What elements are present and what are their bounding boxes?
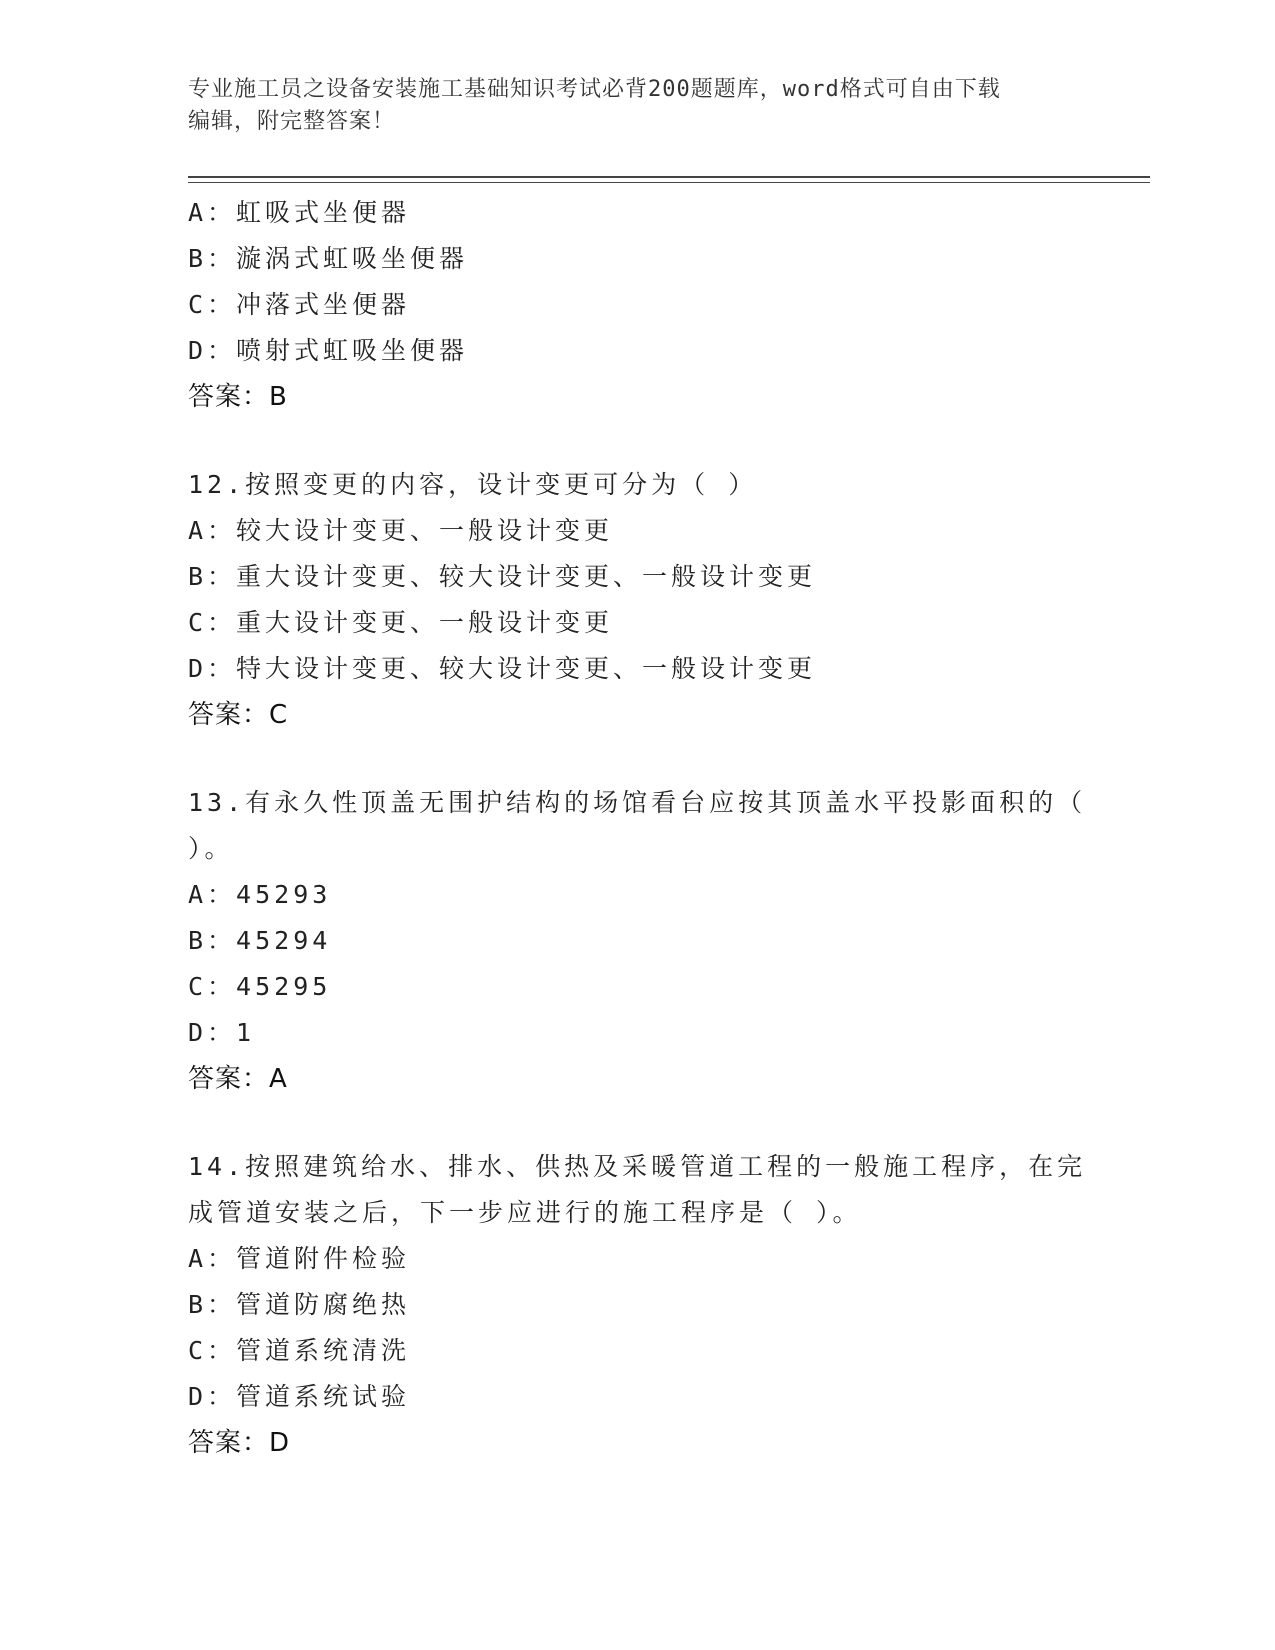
option-c: C：管道系统清洗 <box>188 1336 411 1365</box>
question-block-12 <box>188 462 1088 738</box>
question-stem: 13.有永久性顶盖无围护结构的场馆看台应按其顶盖水平投影面积的（ ）。 <box>188 788 1087 863</box>
question-list <box>188 190 1088 1508</box>
option-b: B：管道防腐绝热 <box>188 1290 411 1319</box>
header-divider-thick <box>188 176 1150 178</box>
option-a: A：虹吸式坐便器 <box>188 198 411 227</box>
option-d: D：特大设计变更、较大设计变更、一般设计变更 <box>188 654 817 683</box>
option-c: C：重大设计变更、一般设计变更 <box>188 608 614 637</box>
option-a: A：较大设计变更、一般设计变更 <box>188 516 614 545</box>
option-a: A：管道附件检验 <box>188 1244 411 1273</box>
question-block-14 <box>188 1144 1088 1466</box>
option-c: C：45295 <box>188 972 332 1001</box>
option-a: A：45293 <box>188 880 332 909</box>
header-divider-thin <box>188 182 1150 183</box>
option-b: B：重大设计变更、较大设计变更、一般设计变更 <box>188 562 817 591</box>
answer-line: 答案：D <box>188 1428 291 1458</box>
question-block-11 <box>188 190 1088 420</box>
option-d: D：管道系统试验 <box>188 1382 411 1411</box>
option-b: B：漩涡式虹吸坐便器 <box>188 244 469 273</box>
answer-line: 答案：C <box>188 700 289 730</box>
answer-line: 答案：B <box>188 382 288 412</box>
answer-line: 答案：A <box>188 1064 288 1094</box>
header-line-1: 专业施工员之设备安装施工基础知识考试必背200题题库，word格式可自由下载 <box>188 77 1001 102</box>
option-d: D：1 <box>188 1018 256 1047</box>
question-stem: 14.按照建筑给水、排水、供热及采暖管道工程的一般施工程序，在完成管道安装之后，下一步应进行的施工程序是（ ）。 <box>188 1152 1087 1227</box>
question-block-13 <box>188 780 1088 1102</box>
option-d: D：喷射式虹吸坐便器 <box>188 336 469 365</box>
option-c: C：冲落式坐便器 <box>188 290 411 319</box>
document-header <box>188 74 1068 138</box>
option-b: B：45294 <box>188 926 332 955</box>
question-stem: 12.按照变更的内容，设计变更可分为（ ） <box>188 470 758 499</box>
header-line-2: 编辑，附完整答案！ <box>188 109 396 134</box>
